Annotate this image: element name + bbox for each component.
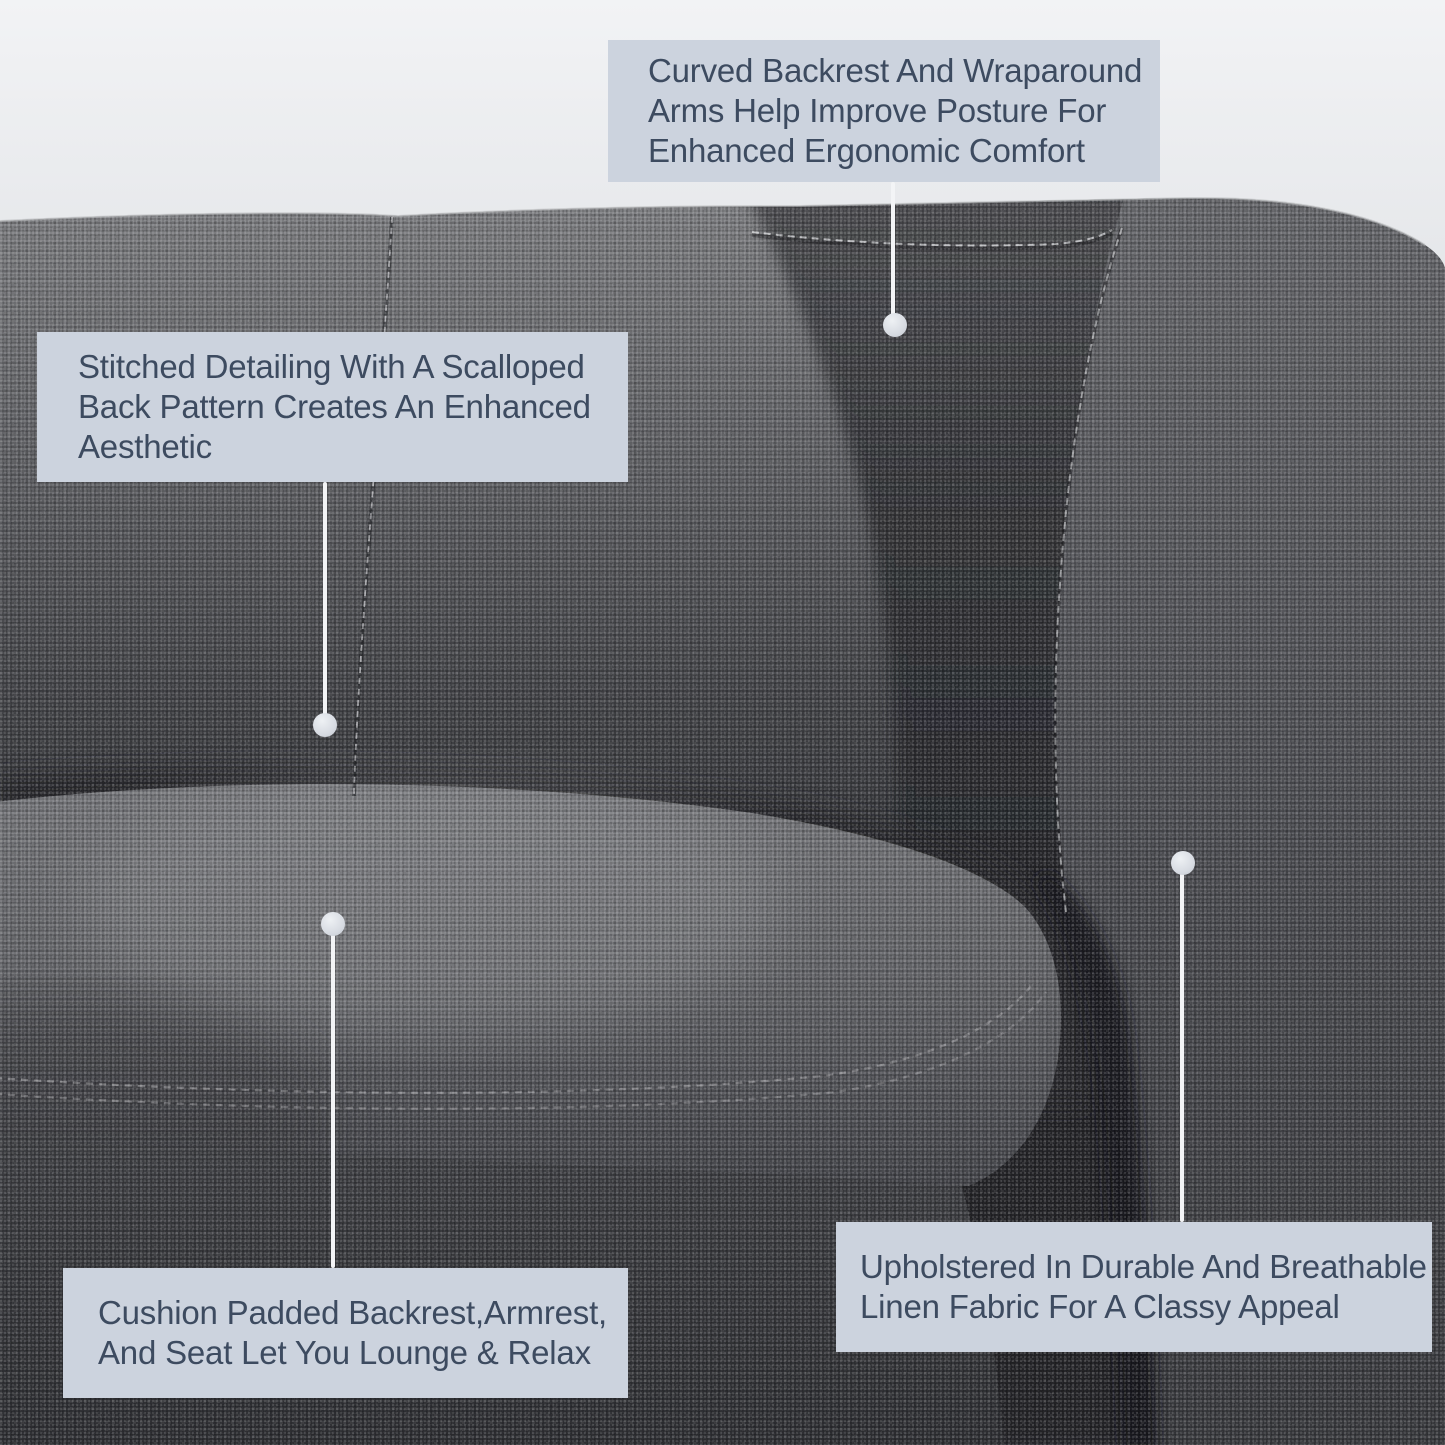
connector-dot-cushion-padded: [321, 912, 345, 936]
callout-text-line: Arms Help Improve Posture For: [648, 92, 1107, 129]
callout-curved-backrest: [608, 40, 1160, 182]
connector-line-curved-backrest: [891, 182, 895, 325]
callout-text-line: Aesthetic: [78, 428, 212, 465]
connector-dot-stitched-detailing: [313, 713, 337, 737]
callout-text-line: And Seat Let You Lounge & Relax: [98, 1334, 591, 1371]
callout-upholstered-linen: [836, 1222, 1432, 1352]
callout-text-line: Back Pattern Creates An Enhanced: [78, 388, 591, 425]
connector-line-stitched-detailing: [323, 482, 327, 725]
callout-text-line: Linen Fabric For A Classy Appeal: [860, 1288, 1340, 1325]
connector-line-upholstered-linen: [1180, 873, 1184, 1222]
callout-text-line: Cushion Padded Backrest,Armrest,: [98, 1294, 607, 1331]
callout-text-line: Upholstered In Durable And Breathable: [860, 1248, 1427, 1285]
callout-stitched-detailing: [37, 332, 628, 482]
connector-dot-upholstered-linen: [1171, 851, 1195, 875]
callout-text-line: Stitched Detailing With A Scalloped: [78, 348, 585, 385]
callout-text-line: Curved Backrest And Wraparound: [648, 52, 1143, 89]
connector-line-cushion-padded: [331, 934, 335, 1268]
callout-text-line: Enhanced Ergonomic Comfort: [648, 132, 1085, 169]
callout-cushion-padded: [63, 1268, 628, 1398]
connector-dot-curved-backrest: [883, 313, 907, 337]
